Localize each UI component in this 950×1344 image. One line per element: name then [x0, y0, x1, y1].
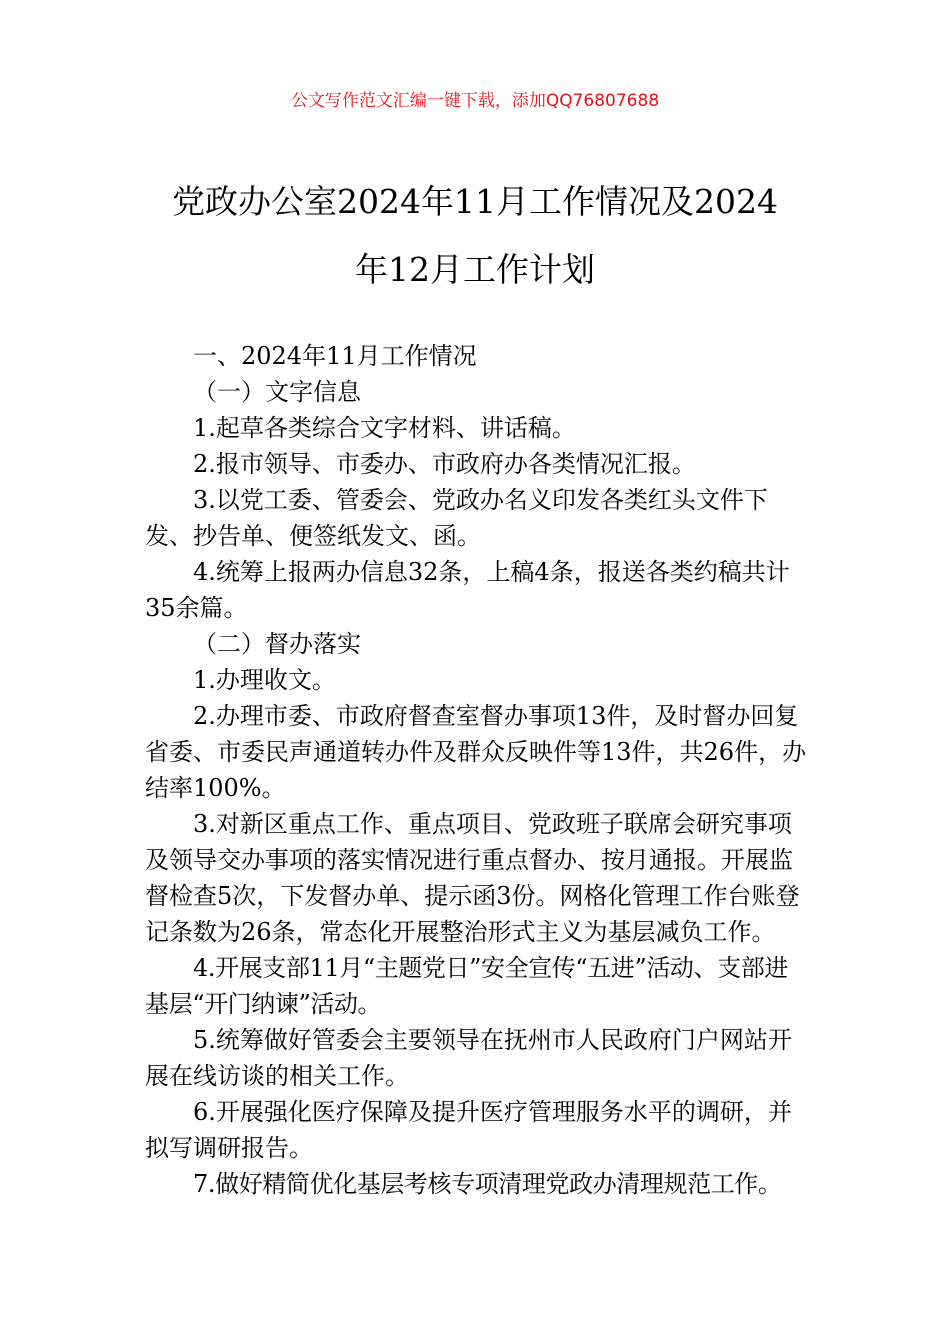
paragraph: 4.统筹上报两办信息32条，上稿4条，报送各类约稿共计35余篇。	[145, 558, 790, 622]
document-title-line-2: 年12月工作计划	[355, 250, 595, 289]
document-body	[145, 338, 810, 1202]
paragraph: 3.对新区重点工作、重点项目、党政班子联席会研究事项及领导交办事项的落实情况进行重点督办、按月通报。开展监督检查5次，下发督办单、提示函3份。网格化管理工作台账登记条数为26条，常态化开展整治形式主义为基层减负工作。	[145, 810, 800, 946]
paragraph: 3.以党工委、管委会、党政办名义印发各类红头文件下发、抄告单、便签纸发文、函。	[145, 486, 768, 550]
subsection-heading: （一）文字信息	[193, 378, 361, 406]
subsection-heading: （二）督办落实	[193, 630, 361, 658]
document-title-line-1: 党政办公室2024年11月工作情况及2024	[172, 182, 778, 221]
paragraph: 7.做好精简优化基层考核专项清理党政办清理规范工作。	[193, 1170, 782, 1198]
paragraph: 6.开展强化医疗保障及提升医疗管理服务水平的调研，并拟写调研报告。	[145, 1098, 792, 1162]
paragraph: 5.统筹做好管委会主要领导在抚州市人民政府门户网站开展在线访谈的相关工作。	[145, 1026, 792, 1090]
promo-banner: 公文写作范文汇编一键下载，添加QQ76807688	[290, 91, 660, 111]
section-heading: 一、2024年11月工作情况	[193, 342, 477, 370]
paragraph: 2.报市领导、市委办、市政府办各类情况汇报。	[193, 450, 696, 478]
paragraph: 1.办理收文。	[193, 666, 336, 694]
paragraph: 2.办理市委、市政府督查室督办事项13件，及时督办回复省委、市委民声通道转办件及群众反映件等13件，共26件，办结率100%。	[145, 702, 807, 802]
paragraph: 4.开展支部11月“主题党日”安全宣传“五进”活动、支部进基层“开门纳谏”活动。	[145, 954, 788, 1018]
paragraph: 1.起草各类综合文字材料、讲话稿。	[193, 414, 576, 442]
